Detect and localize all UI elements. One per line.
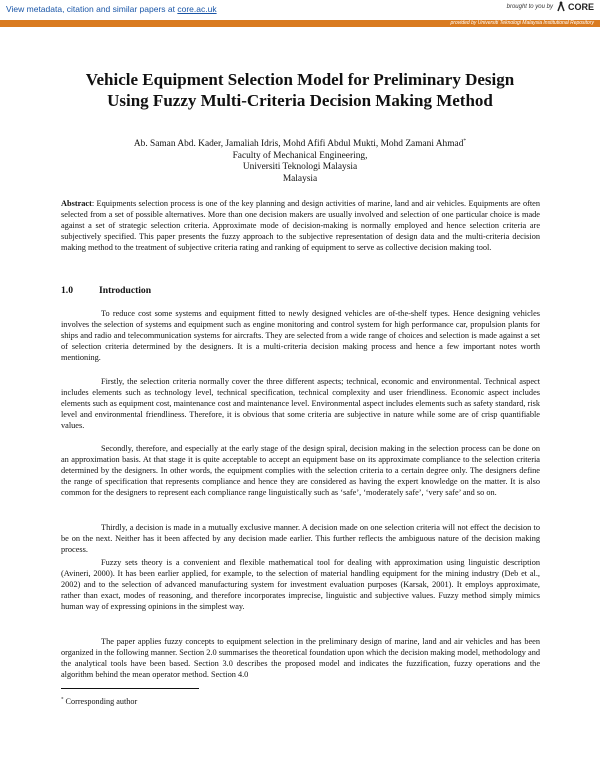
core-logo[interactable] (556, 1, 594, 12)
affiliation-line-2: Universiti Teknologi Malaysia (242, 162, 358, 173)
abstract-label: Abstract (61, 199, 92, 208)
affiliation-line-3: Malaysia (282, 173, 318, 184)
repository-banner (0, 20, 600, 27)
core-link-text: View metadata, citation and similar papers at (6, 4, 178, 14)
title-line-1: Vehicle Equipment Selection Model for Preliminary Design (85, 70, 515, 89)
core-branding[interactable] (507, 1, 594, 12)
section-title: Introduction (99, 285, 152, 296)
paper-title (0, 69, 600, 111)
footnote-rule (61, 688, 199, 689)
author-block (0, 136, 600, 185)
paragraph-2: Firstly, the selection criteria normally cover the three different aspects; technical, economic and environmental. Technical aspect includes elements such as technology level, technical specification, technical complexity and user friendliness. Economic aspect includes elements such as equipment cost, maintenance cost and maintenance level. Environmental aspect includes elements such as safety standard, risk level and environmental friendliness. Therefore, it is obvious that some criteria are subjective in nature while some are of crisp quantifiable values. (61, 377, 540, 430)
footnote-text: Corresponding author (63, 697, 138, 706)
core-ac-uk-link[interactable]: core.ac.uk (177, 4, 217, 14)
paragraph-4: Thirdly, a decision is made in a mutually exclusive manner. A decision made on one selection criteria will not effect the decision to be on the next. Neither has it been affected by any decision made earlier. This further reflects the ambiguous nature of the decision making process. (61, 523, 540, 554)
abstract (61, 199, 540, 254)
paragraph-5: Fuzzy sets theory is a convenient and flexible mathematical tool for dealing with approximation using linguistic description (Avineri, 2000). It has been earlier applied, for example, to the selection of material handling equipment for the mining industry (Deb et al., 2002) and to the selection of advanced manufacturing system for investment evaluation purposes (Karsak, 2001). It employs approximate, rather than exact, modes of reasoning, and therefore incorporates imprecise, linguistic and subjective values. Fuzzy method simply mimics human way of expressing opinions in the simplest way. (61, 558, 540, 611)
brought-by-text: brought to you by (506, 3, 553, 10)
paragraph-1: To reduce cost some systems and equipment fitted to newly designed vehicles are of-the-shelf types. Hence designing vehicles involves the selection of systems and equipment such as engine monitoring and control system for high performance car, propulsion plants for ships and radio and telecommunication systems for aircrafts. They are selected from a wide range of choices and selection is made against a set of selection criteria determined by the designers. It is a multi-criteria decision making process and hence a few important notes worth mentioning. (61, 309, 540, 362)
title-line-2: Using Fuzzy Multi-Criteria Decision Making Method (107, 91, 493, 110)
corresponding-mark: * (463, 138, 467, 144)
author-names: Ab. Saman Abd. Kader, Jamaliah Idris, Mohd Afifi Abdul Mukti, Mohd Zamani Ahmad (133, 139, 464, 150)
section-number: 1.0 (61, 285, 73, 296)
core-metadata-link[interactable] (6, 4, 217, 14)
footnote-mark: * (61, 697, 64, 703)
footnote (61, 697, 137, 706)
abstract-text: : Equipments selection process is one of the key planning and design activities of marine, land and air vehicles. Equipments are often selected from a set of possible alternatives. More than one decision makers are usually involved and selection of one particular choice is made against a set of strategic selection criteria. Approximate mode of decision-making is normally employed and hence selection criteria are subjectively specified. This paper presents the fuzzy approach to the subjective representation of design data and the multi-criteria decision making method to the treatment of subjective criteria rating and ranking of equipment to serve as collective decision making tool. (61, 199, 540, 252)
paragraph-3: Secondly, therefore, and especially at the early stage of the design spiral, decision making in the selection process can be done on an approximation basis. At that stage it is quite acceptable to accept an equipment base on its approximate compliance to the selection criteria determined by the designers. In other words, the equipment complies with the selection criteria to a certain degree only. The designers define the range of specification that represents compliance and hence they are considered as having the expert knowledge on the matter. It is also common for the designers to represent each compliance range linguistically such as ‘safe’, ‘moderately safe’, ‘very safe’ and so on. (61, 444, 540, 497)
core-logo-text: CORE (567, 1, 594, 12)
section-heading-introduction (61, 285, 151, 296)
affiliation-line-1: Faculty of Mechanical Engineering, (232, 150, 368, 161)
core-logo-icon (556, 1, 566, 12)
paragraph-6: The paper applies fuzzy concepts to equipment selection in the preliminary design of marine, land and air vehicles and has been organized in the following manner. Section 2.0 summarises the theoretical foundation upon which the decision making model, methodology and the analytical tools have been based. Section 3.0 describes the proposed model and indicates the fuzzification, fuzzy operations and the algorithm behind the mean operator method. Section 4.0 (61, 637, 540, 679)
author-list (0, 136, 600, 151)
provider-text: provided by Universiti Teknologi Malaysia Institutional Repository (450, 20, 594, 26)
core-header-bar (0, 0, 600, 20)
